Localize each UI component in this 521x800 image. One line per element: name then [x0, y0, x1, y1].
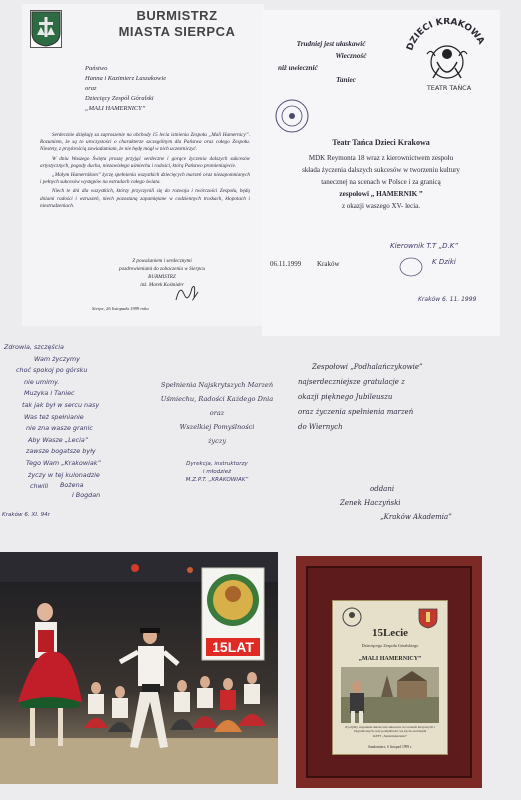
signature-line: „Kraków Akademia”: [380, 513, 452, 521]
poem-line: Zdrowia, szczęścia: [4, 343, 64, 351]
handwritten-signature: [172, 280, 202, 311]
mayor-letter: [22, 4, 264, 326]
signer-title: BURMISTRZ: [148, 274, 176, 280]
ensemble-line: [268, 188, 494, 200]
sender-header: Teatr Tańca Dzieci Krakowa: [332, 138, 430, 147]
dance-performance-photo: [0, 552, 278, 784]
place-date: Sierpc, 26 listopada 1999 roku: [92, 306, 149, 311]
greeting-line: MDK Reymonta 18 wraz z kierownictwem zespołu: [308, 154, 454, 162]
plaque-panel: [332, 600, 448, 755]
poem-line: nie zna wasze granic: [26, 424, 93, 433]
wish-line: oraz życzenia spełnienia marzeń: [298, 408, 414, 416]
plaque-group: KZFT „Sandomierzanie”: [372, 733, 408, 738]
plaque-ensemble-name: „MALI HAMERNICY”: [358, 656, 422, 662]
greeting-body: [268, 152, 494, 212]
handwritten-poem: [4, 342, 140, 493]
letter-place: Kraków: [317, 260, 340, 268]
address-line: Państwo: [85, 65, 108, 72]
greeting-line: tanecznej na scenach w Polsce i za granicą: [321, 178, 441, 186]
letter-paragraph: W dniu Waszego Święta proszę przyjąć serdeczne i gorące życzenia dalszych sukcesów artystycznych, pogody ducha, niezawisłego uśmiechu i radości, którą Państwo promieniujecie.: [40, 155, 250, 169]
mayor-title: BURMISTRZ: [136, 8, 218, 23]
occasion-line: z okazji waszego XV- lecia.: [341, 202, 421, 210]
letter-body: [40, 132, 250, 212]
address-line: „MALI HAMERNICY”: [85, 105, 146, 112]
poem-line: zawsze bogatsze były: [26, 447, 96, 456]
poem-line: Aby Wasze „Lecia”: [28, 435, 89, 444]
handwritten-date: Kraków 6. 11. 1999: [418, 296, 477, 303]
anniversary-plaque: [296, 556, 482, 788]
quote-line: Trudniej jest ułaskawić: [296, 40, 366, 48]
signer-name: inż. Marek Kośmider: [140, 282, 184, 288]
wish-line: oraz: [209, 409, 225, 417]
signature-line: Dyrekcja, instruktorzy: [186, 461, 248, 467]
closing-text: Z poważaniem i serdecznymi pozdrowieniami do zobaczenia w Sierpcu: [119, 258, 205, 272]
dzieci-krakowa-logo: [397, 18, 497, 98]
signer-handwriting: K Dziki: [432, 258, 456, 266]
poem-line: Wam życzymy: [34, 354, 80, 363]
poem-line: Was też spełnianie: [24, 412, 84, 421]
poem-line: nie umimy.: [24, 377, 60, 386]
academy-wishes: [298, 360, 498, 435]
letter-paragraph: „Małym Hamernikom” życzę spełnienia wszystkich dziecięcych marzeń oraz niezapomnianych i pełnych sukcesów występów na estradach całego świata.: [40, 172, 250, 186]
quote-line: niż uwiecznić: [278, 64, 318, 72]
poem-line: życzy w tej kulonadzie: [28, 470, 100, 479]
poem-line: tak jak był w sercu nasy: [22, 400, 100, 409]
letter-date: 06.11.1999: [270, 260, 302, 268]
poem-line: choć spokoj po górsku: [16, 366, 88, 375]
plaque-date: Sandomierz, 6 listopad 1999 r.: [368, 745, 412, 749]
letter-paragraph: Serdecznie dziękuję za zaproszenie na obchody 15 lecia istnienia Zespołu „Mali Hamernicy”. Rozumiem, że są to uroczystości o charakterze szczególnym dla Państwa oraz całego Zespołu. Niestety, z przykrością zawiadamiam, że nie będę mógł w nich uczestniczyć.: [40, 132, 250, 153]
wish-line: do Wiernych: [298, 423, 343, 431]
mayor-city: MIASTA SIERPCA: [118, 24, 236, 39]
wish-line: Zespołowi „Podhalańczykowie”: [312, 363, 423, 371]
signature-line: oddani: [370, 485, 395, 493]
letter-paragraph: Niech te dni dla wszystkich, którzy przyczynili się do rozwoju i twórczości Zespołu, będą dniami radości i wzruszeń, niech pozostaną zapamiętane w codziennych troskach, kłopotach i niestrudzeniach.: [40, 188, 250, 209]
dance-theatre-letter: [262, 10, 500, 336]
svg-text:DZIECI KRAKOWA: [405, 18, 485, 52]
recipient-address: [85, 64, 166, 114]
plaque-dedication-text: Życzymy wspaniałe dalsze lata sukcesów na scenach Krajowych i Zagranicznych oraz pomyślności we życiu osobistym: [345, 725, 435, 734]
plaque-dedication: [339, 725, 441, 738]
wish-line: Uśmiechu, Radości Każdego Dnia: [160, 395, 274, 403]
wish-line: życzy: [207, 437, 227, 445]
wish-line: okazji pięknego Jubileuszu: [298, 393, 393, 401]
poem-line: Muzyka i Taniec: [24, 389, 75, 398]
wish-line: Wszelkiej Pomyślności: [179, 423, 255, 431]
plaque-title: 15Lecie: [371, 627, 409, 639]
poem-date: Kraków 6. XI. 94r: [2, 512, 50, 518]
academy-signature: [340, 482, 452, 524]
poem-line: Tego Wam „Krakowiak”: [26, 458, 101, 467]
ensemble-prefix: zespołowi: [339, 190, 369, 198]
anniversary-sign-label: 15LAT: [212, 639, 254, 655]
plaque-subtitle: Dziecięcego Zespołu Góralskiego: [361, 643, 419, 648]
logo-top-text: DZIECI KRAKOWA: [405, 18, 486, 53]
address-line: Hanna i Kazimierz Laszakowie: [85, 75, 167, 82]
quote: [276, 38, 386, 86]
logo-bottom-text: TEATR TAŃCA: [426, 84, 472, 92]
krakowiak-signature: [148, 460, 286, 484]
greeting-line: składa życzenia dalszych sukcesów w tworzeniu kultury: [302, 166, 460, 174]
wish-line: najserdeczniejsze gratulacje z: [298, 378, 405, 386]
address-line: oraz: [85, 85, 97, 92]
quote-line: Wieczność: [335, 52, 367, 60]
stamp-small-icon: [398, 256, 424, 283]
poem-line: chwili: [30, 482, 49, 491]
wish-line: Spełnienia Najskrytszych Marzeń: [160, 381, 274, 389]
ensemble-name: „ HAMERNIK ”: [370, 190, 423, 198]
signature-line: M.Z.P.T. „KRAKOWIAK”: [185, 477, 249, 483]
address-line: Dziecięcy Zespół Góralski: [85, 95, 154, 102]
director-signature: Kierownik T.T „D.K”: [390, 242, 459, 250]
krakowiak-wishes: [148, 378, 286, 448]
signature-line: Zenek Haczyński: [340, 499, 401, 507]
round-stamp-icon: [274, 98, 310, 139]
quote-line: Taniec: [336, 76, 356, 84]
signature-line: Bożena: [60, 481, 84, 489]
poem-signature: [60, 480, 100, 500]
sierpc-crest-icon: [30, 10, 62, 48]
plaque-illustration: [341, 667, 439, 728]
signature-line: i młodzież: [202, 469, 232, 475]
signature-line: i Bogdan: [72, 491, 101, 499]
